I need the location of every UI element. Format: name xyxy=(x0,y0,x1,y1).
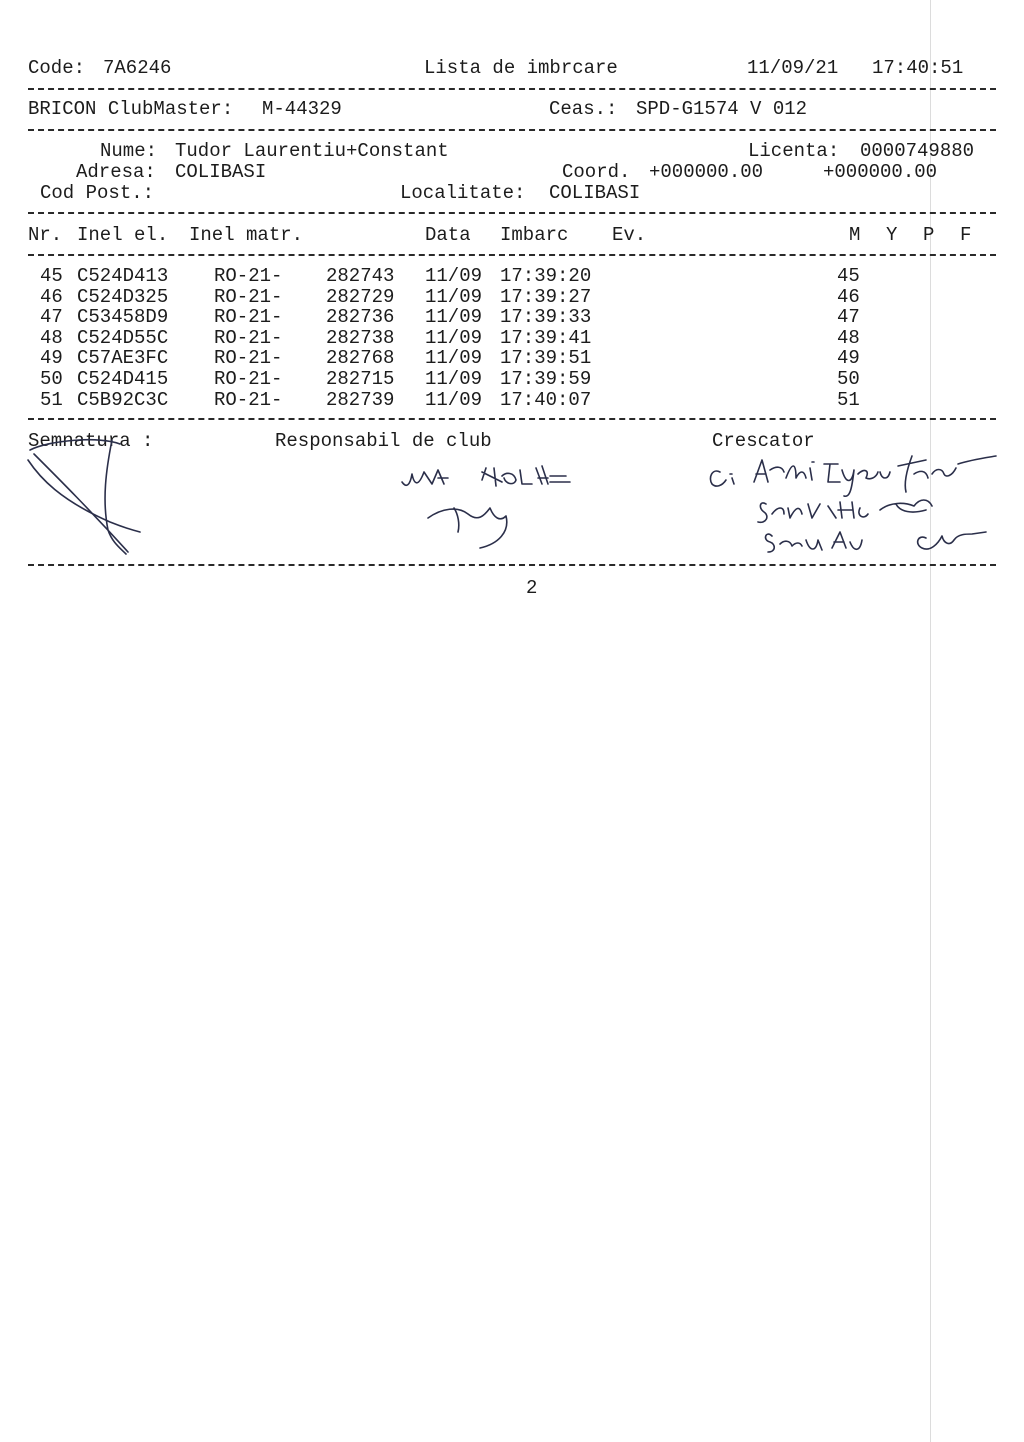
document-title: Lista de imbrcare xyxy=(424,57,618,79)
cell-time: 17:39:33 xyxy=(500,306,592,328)
cell-date: 11/09 xyxy=(425,306,483,328)
coord-x: +000000.00 xyxy=(649,161,764,183)
cell-ring: 282768 xyxy=(326,347,395,369)
cell-ring: 282729 xyxy=(326,286,395,308)
cell-nr: 50 xyxy=(40,368,63,390)
cell-ring: 282739 xyxy=(326,389,395,411)
cell-prefix: RO-21- xyxy=(214,306,283,328)
cell-date: 11/09 xyxy=(425,265,483,287)
handwritten-signature-breeder xyxy=(700,448,1000,563)
cell-inel-el: C524D55C xyxy=(77,327,169,349)
cell-m: 46 xyxy=(837,286,860,308)
cell-inel-el: C53458D9 xyxy=(77,306,169,328)
coord-y: +000000.00 xyxy=(823,161,938,183)
print-date: 11/09/21 xyxy=(747,57,839,79)
cell-date: 11/09 xyxy=(425,368,483,390)
cell-m: 50 xyxy=(837,368,860,390)
fancier-name: Tudor Laurentiu+Constant xyxy=(175,140,449,162)
postcode-label: Cod Post.: xyxy=(40,182,155,204)
cell-m: 49 xyxy=(837,347,860,369)
address-label: Adresa: xyxy=(76,161,156,183)
cell-prefix: RO-21- xyxy=(214,389,283,411)
cell-m: 51 xyxy=(837,389,860,411)
col-inel-matr: Inel matr. xyxy=(189,224,304,246)
locality-label: Localitate: xyxy=(400,182,526,204)
col-data: Data xyxy=(425,224,471,246)
scan-artifact-line xyxy=(930,0,931,1442)
divider xyxy=(28,212,996,214)
col-y: Y xyxy=(886,224,898,246)
col-imbarc: Imbarc xyxy=(500,224,569,246)
cell-m: 45 xyxy=(837,265,860,287)
coord-label: Coord. xyxy=(562,161,631,183)
cell-date: 11/09 xyxy=(425,286,483,308)
cell-inel-el: C524D415 xyxy=(77,368,169,390)
name-label: Nume: xyxy=(100,140,158,162)
handwritten-signature-club xyxy=(398,462,588,552)
club-responsible-label: Responsabil de club xyxy=(275,430,492,452)
cell-nr: 48 xyxy=(40,327,63,349)
clock-value: SPD-G1574 V 012 xyxy=(636,98,808,120)
cell-time: 17:40:07 xyxy=(500,389,592,411)
divider xyxy=(28,88,996,90)
cell-time: 17:39:41 xyxy=(500,327,592,349)
cell-inel-el: C524D325 xyxy=(77,286,169,308)
col-m: M xyxy=(849,224,861,246)
cell-ring: 282715 xyxy=(326,368,395,390)
cell-date: 11/09 xyxy=(425,327,483,349)
cell-date: 11/09 xyxy=(425,389,483,411)
cell-date: 11/09 xyxy=(425,347,483,369)
breeder-label: Crescator xyxy=(712,430,815,452)
col-ev: Ev. xyxy=(612,224,647,246)
handwritten-signature-left xyxy=(20,430,150,560)
cell-inel-el: C57AE3FC xyxy=(77,347,169,369)
col-p: P xyxy=(923,224,935,246)
code-label: Code: xyxy=(28,57,86,79)
address-value: COLIBASI xyxy=(175,161,267,183)
cell-nr: 47 xyxy=(40,306,63,328)
cell-time: 17:39:27 xyxy=(500,286,592,308)
divider xyxy=(28,418,996,420)
col-inel-el: Inel el. xyxy=(77,224,169,246)
col-nr: Nr. xyxy=(28,224,63,246)
cell-m: 47 xyxy=(837,306,860,328)
locality-value: COLIBASI xyxy=(549,182,641,204)
code-value: 7A6246 xyxy=(103,57,172,79)
cell-time: 17:39:59 xyxy=(500,368,592,390)
cell-prefix: RO-21- xyxy=(214,265,283,287)
cell-prefix: RO-21- xyxy=(214,286,283,308)
cell-nr: 49 xyxy=(40,347,63,369)
cell-inel-el: C5B92C3C xyxy=(77,389,169,411)
licence-label: Licenta: xyxy=(748,140,840,162)
divider xyxy=(28,129,996,131)
cell-prefix: RO-21- xyxy=(214,368,283,390)
cell-m: 48 xyxy=(837,327,860,349)
licence-value: 0000749880 xyxy=(860,140,975,162)
cell-nr: 46 xyxy=(40,286,63,308)
print-time: 17:40:51 xyxy=(872,57,964,79)
cell-ring: 282743 xyxy=(326,265,395,287)
divider xyxy=(28,254,996,256)
cell-prefix: RO-21- xyxy=(214,327,283,349)
cell-nr: 45 xyxy=(40,265,63,287)
cell-time: 17:39:51 xyxy=(500,347,592,369)
cell-nr: 51 xyxy=(40,389,63,411)
cell-ring: 282736 xyxy=(326,306,395,328)
cell-prefix: RO-21- xyxy=(214,347,283,369)
club-value: M-44329 xyxy=(262,98,342,120)
cell-inel-el: C524D413 xyxy=(77,265,169,287)
page-number: 2 xyxy=(526,577,538,599)
cell-time: 17:39:20 xyxy=(500,265,592,287)
divider xyxy=(28,564,996,566)
col-f: F xyxy=(960,224,972,246)
club-label: BRICON ClubMaster: xyxy=(28,98,234,120)
signature-label: Semnatura : xyxy=(28,430,154,452)
cell-ring: 282738 xyxy=(326,327,395,349)
clock-label: Ceas.: xyxy=(549,98,618,120)
